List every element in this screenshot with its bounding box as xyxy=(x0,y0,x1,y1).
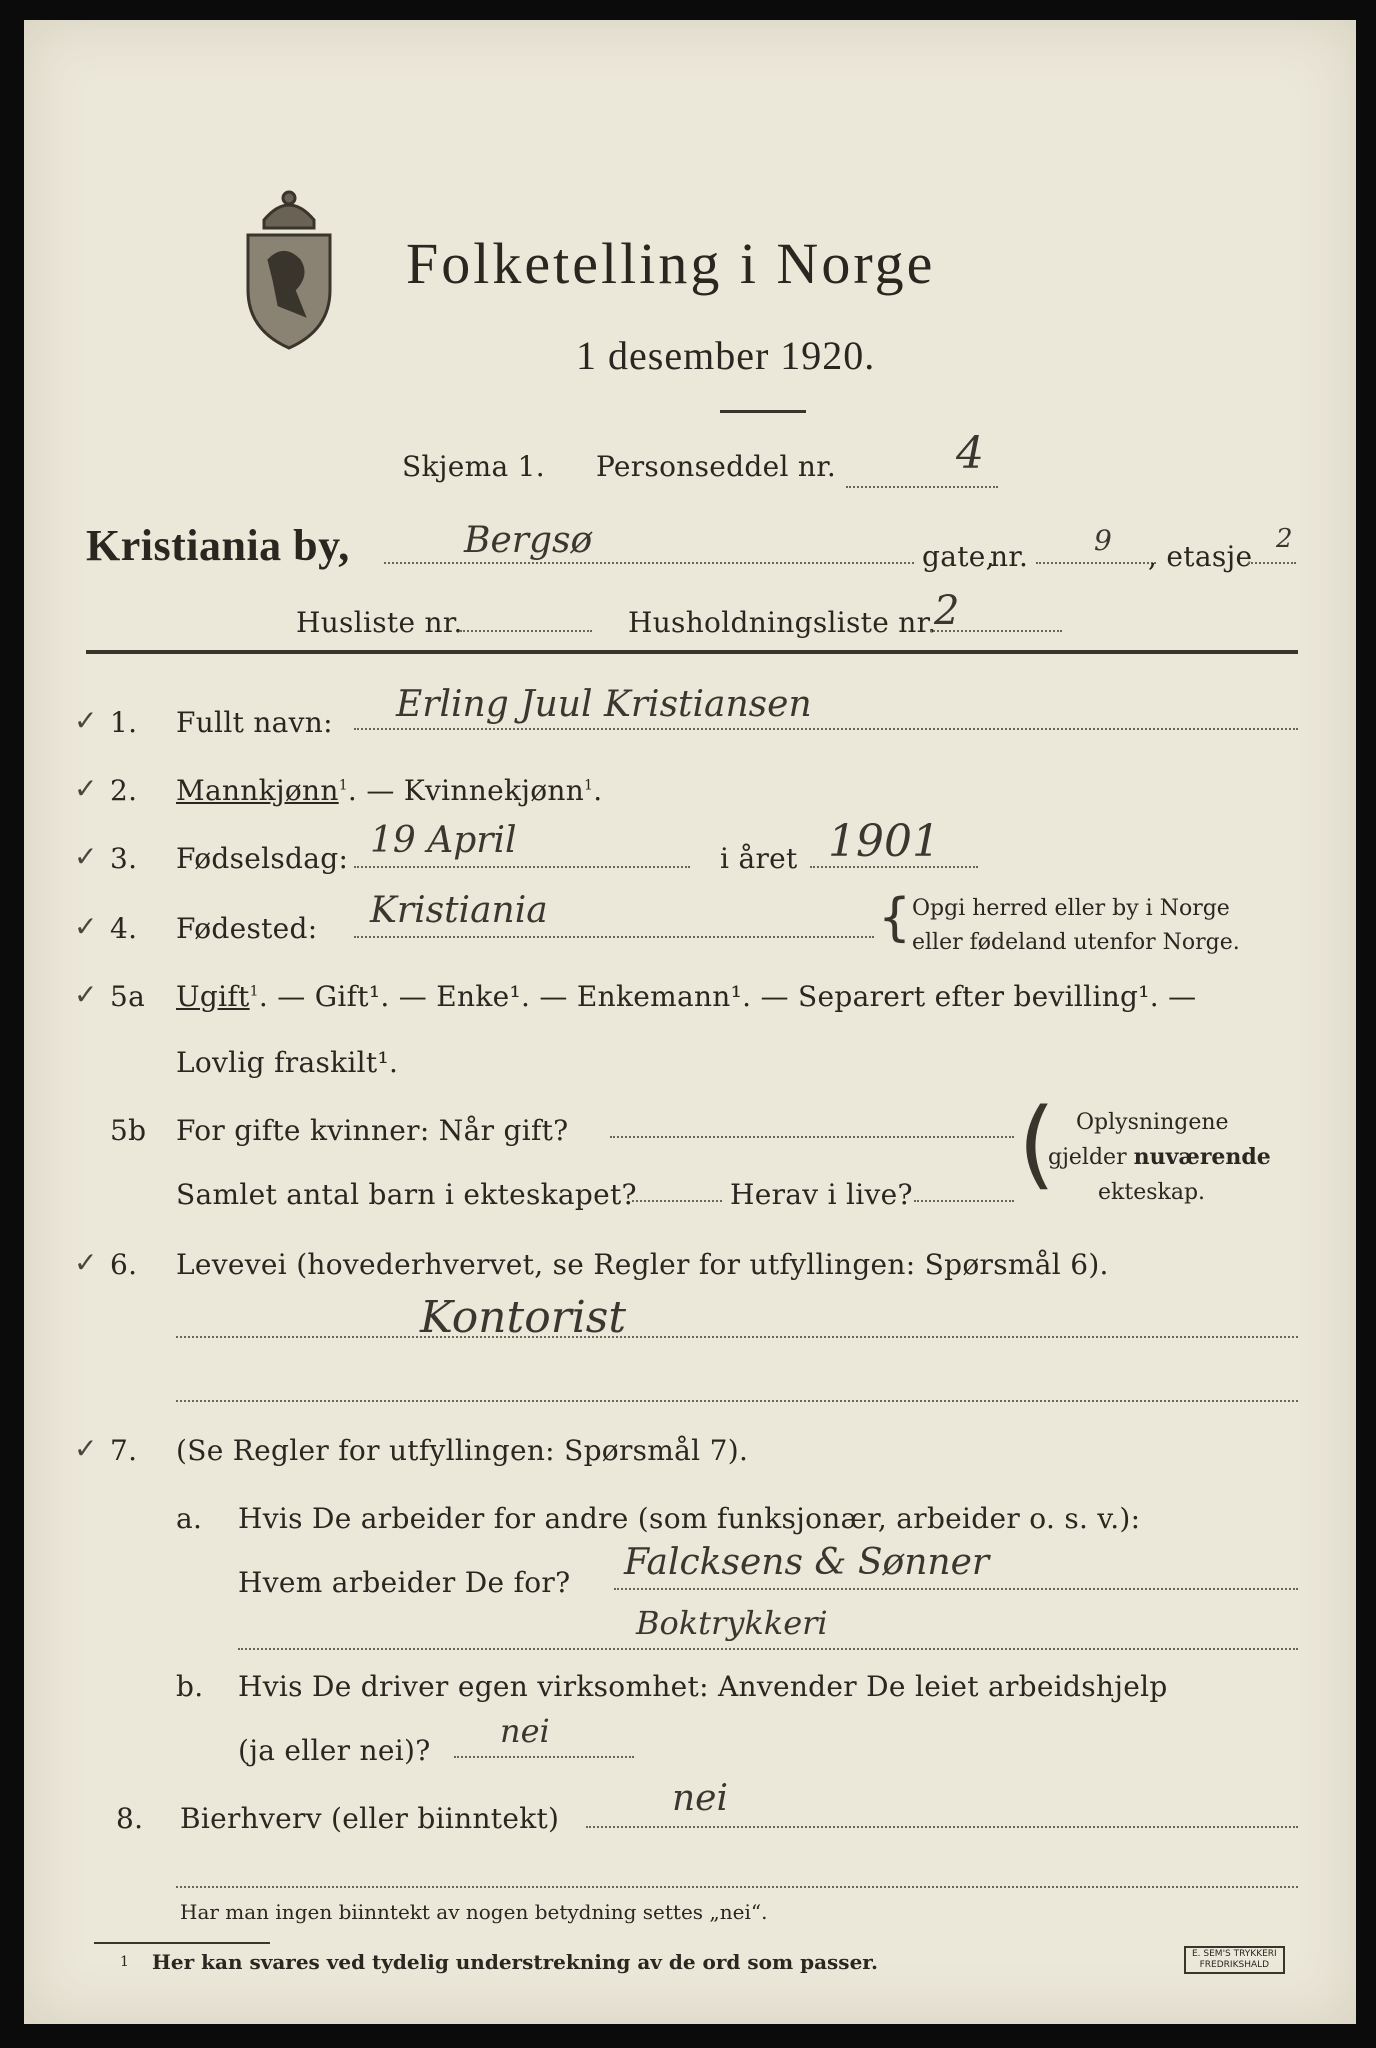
street-line xyxy=(384,562,914,564)
marital-status-options: Ugift$^1$. — Gift¹. — Enke¹. — Enkemann¹. — Separert efter bevilling¹. — xyxy=(176,980,1197,1013)
q7-number: 7. xyxy=(110,1434,138,1467)
q5a-number: 5a xyxy=(110,980,146,1013)
q4-note-line2: eller fødeland utenfor Norge. xyxy=(912,930,1240,955)
checkmark-icon: ✓ xyxy=(74,1432,98,1465)
q4-note-line1: Opgi herred eller by i Norge xyxy=(912,896,1230,921)
employer-line1 xyxy=(614,1588,1298,1590)
checkmark-icon: ✓ xyxy=(74,1246,98,1279)
etasje-value: 2 xyxy=(1276,524,1293,554)
personseddel-line xyxy=(846,486,998,488)
checkmark-icon: ✓ xyxy=(74,840,98,873)
q7-label: (Se Regler for utfyllingen: Spørsmål 7). xyxy=(176,1434,749,1467)
full-name-value: Erling Juul Kristiansen xyxy=(396,684,812,725)
form-title: Folketelling i Norge xyxy=(406,231,936,296)
sex-end: . xyxy=(593,774,603,807)
gate-label: gate, xyxy=(922,540,995,573)
q3-number: 3. xyxy=(110,842,138,875)
checkmark-icon: ✓ xyxy=(74,910,98,943)
year-label: i året xyxy=(720,842,798,875)
husholdningsliste-value: 2 xyxy=(934,588,960,634)
q7b-line2: (ja eller nei)? xyxy=(238,1734,431,1767)
q8-note: Har man ingen biinntekt av nogen betydning settes „nei“. xyxy=(180,1900,768,1924)
q7a-line2: Hvem arbeider De for? xyxy=(238,1566,571,1599)
checkmark-icon: ✓ xyxy=(74,978,98,1011)
note-brace: ( xyxy=(1018,1088,1056,1200)
etasje-line xyxy=(1248,562,1296,564)
footnote-mark: 1 xyxy=(120,1954,129,1970)
q4-number: 4. xyxy=(110,912,138,945)
sex-options: Mannkjønn$^1$. — Kvinnekjønn$^1$. xyxy=(176,774,603,807)
birthday-value: 19 April xyxy=(370,820,517,861)
occupation-value: Kontorist xyxy=(420,1292,627,1343)
living-label: Herav i live? xyxy=(730,1178,913,1211)
q5b-note-gjelder: gjelder xyxy=(1048,1145,1127,1170)
census-date: 1 desember 1920. xyxy=(576,333,876,378)
married-label: For gifte kvinner: Når gift? xyxy=(176,1114,569,1147)
stamp-line1: E. SEM'S TRYKKERI xyxy=(1192,1949,1277,1959)
marital-line2: Lovlig fraskilt¹. xyxy=(176,1046,399,1079)
printer-stamp xyxy=(1184,1946,1285,1974)
personseddel-value: 4 xyxy=(956,428,984,479)
side-income-value: nei xyxy=(672,1778,729,1819)
birthplace-value: Kristiania xyxy=(370,890,548,931)
q6-number: 6. xyxy=(110,1248,138,1281)
employer-line2 xyxy=(238,1648,1298,1650)
female-option: Kvinnekjønn xyxy=(403,774,585,807)
q8-label: Bierhverv (eller biinntekt) xyxy=(180,1802,560,1835)
nr-label: nr. xyxy=(990,540,1029,573)
header-rule xyxy=(86,650,1298,654)
q1-label: Fullt navn: xyxy=(176,706,333,739)
stamp-line2: FREDRIKSHALD xyxy=(1199,1960,1270,1970)
q7a-line1: Hvis De arbeider for andre (som funksjonær, arbeider o. s. v.): xyxy=(238,1502,1141,1535)
checkmark-icon: ✓ xyxy=(74,704,98,737)
husholdningsliste-label: Husholdningsliste nr. xyxy=(628,606,937,639)
census-form xyxy=(24,20,1356,2024)
q5b-note-nuvaerende: nuværende xyxy=(1133,1144,1271,1170)
checkmark-icon: ✓ xyxy=(74,772,98,805)
employer-value1: Falcksens & Sønner xyxy=(624,1542,990,1583)
q1-line xyxy=(354,728,1298,730)
husliste-line xyxy=(460,630,592,632)
nr-value: 9 xyxy=(1094,524,1112,557)
sex-separator: . — xyxy=(347,774,404,807)
footnote-text: Her kan svares ved tydelig understrekning av de ord som passer. xyxy=(152,1950,878,1974)
married-line xyxy=(610,1136,1014,1138)
hired-help-value: nei xyxy=(500,1712,550,1750)
children-label: Samlet antal barn i ekteskapet? xyxy=(176,1178,637,1211)
occupation-line1 xyxy=(176,1336,1298,1338)
q3-label: Fødselsdag: xyxy=(176,842,349,875)
title-divider xyxy=(720,410,806,413)
nr-line xyxy=(1036,562,1156,564)
q5b-note-line2 xyxy=(1048,1144,1271,1170)
q5b-note-line3: ekteskap. xyxy=(1098,1180,1206,1205)
personseddel-label: Personseddel nr. xyxy=(596,450,837,483)
schema-label: Skjema 1. xyxy=(402,450,545,483)
husliste-label: Husliste nr. xyxy=(296,606,463,639)
male-option: Mannkjønn xyxy=(176,774,339,807)
living-line xyxy=(914,1200,1014,1202)
birthday-line xyxy=(354,866,690,868)
marital-other-options: . — Gift¹. — Enke¹. — Enkemann¹. — Separert efter bevilling¹. — xyxy=(258,980,1197,1013)
q7a-letter: a. xyxy=(176,1502,203,1535)
q1-number: 1. xyxy=(110,706,138,739)
ugift-option: Ugift xyxy=(176,980,250,1013)
q5b-number: 5b xyxy=(110,1114,147,1147)
q7b-line1: Hvis De driver egen virksomhet: Anvender De leiet arbeidshjelp xyxy=(238,1670,1168,1703)
q4-label: Fødested: xyxy=(176,912,318,945)
q5b-note-line1: Oplysningene xyxy=(1076,1110,1229,1135)
footnote-rule xyxy=(94,1942,270,1944)
occupation-line2 xyxy=(176,1400,1298,1402)
street-value: Bergsø xyxy=(464,520,593,561)
city-label: Kristiania by, xyxy=(86,521,350,570)
etasje-label: , etasje xyxy=(1148,540,1253,573)
side-income-line1 xyxy=(586,1826,1298,1828)
note-brace: { xyxy=(878,888,912,948)
q6-label: Levevei (hovederhvervet, se Regler for utfyllingen: Spørsmål 6). xyxy=(176,1248,1109,1281)
q2-number: 2. xyxy=(110,774,138,807)
hired-help-line xyxy=(454,1756,634,1758)
children-line xyxy=(632,1200,722,1202)
side-income-line2 xyxy=(176,1886,1298,1888)
q7b-letter: b. xyxy=(176,1670,204,1703)
year-value: 1901 xyxy=(828,816,940,867)
q8-number: 8. xyxy=(116,1802,144,1835)
birthplace-line xyxy=(354,936,874,938)
coat-of-arms-icon xyxy=(234,180,344,350)
employer-value2: Boktrykkeri xyxy=(636,1604,828,1642)
